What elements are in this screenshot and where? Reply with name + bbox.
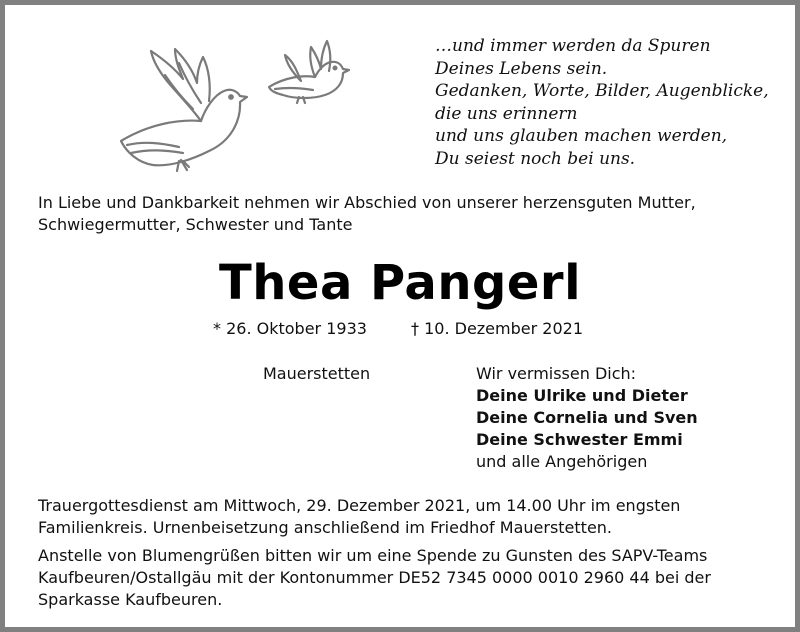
poem-line: und uns glauben machen werden, [435, 126, 728, 146]
small-dove-icon [269, 41, 349, 103]
service-line: Familienkreis. Urnenbeisetzung anschließend im Friedhof Mauerstetten. [38, 518, 613, 537]
poem-line: …und immer werden da Spuren [435, 36, 711, 56]
death-date: † 10. Dezember 2021 [411, 319, 583, 338]
birth-date: * 26. Oktober 1933 [213, 319, 367, 338]
donation-line: Anstelle von Blumengrüßen bitten wir um eine Spende zu Gunsten des SAPV-Teams [38, 546, 708, 565]
large-dove-icon [121, 49, 247, 171]
mourner-name: Deine Ulrike und Dieter [476, 386, 688, 405]
poem-line: Du seiest noch bei uns. [435, 148, 636, 169]
doves-illustration [109, 29, 369, 179]
donation-line: Kaufbeuren/Ostallgäu mit der Kontonummer DE52 7345 0000 0010 2960 44 bei der [38, 568, 711, 587]
intro-line: Schwiegermutter, Schwester und Tante [38, 215, 353, 234]
mourner-name: Deine Schwester Emmi [476, 430, 683, 449]
poem [435, 35, 785, 170]
service-line: Trauergottesdienst am Mittwoch, 29. Dezember 2021, um 14.00 Uhr im engsten [38, 496, 681, 515]
place-of-residence: Mauerstetten [263, 364, 371, 383]
poem-line: Deines Lebens sein. [435, 58, 608, 79]
funeral-service-info [38, 495, 783, 539]
mourners-block [476, 363, 698, 473]
poem-line: die uns erinnern [435, 103, 578, 124]
deceased-name: Thea Pangerl [218, 255, 582, 311]
donation-line: Sparkasse Kaufbeuren. [38, 590, 223, 609]
intro-line: In Liebe und Dankbarkeit nehmen wir Abschied von unserer herzensguten Mutter, [38, 193, 696, 212]
intro-text [38, 192, 778, 236]
poem-line: Gedanken, Worte, Bilder, Augenblicke, [435, 81, 769, 101]
mourners-closing: und alle Angehörigen [476, 452, 648, 471]
mourner-name: Deine Cornelia und Sven [476, 408, 698, 427]
donation-info [38, 545, 783, 611]
mourners-intro: Wir vermissen Dich: [476, 364, 637, 383]
